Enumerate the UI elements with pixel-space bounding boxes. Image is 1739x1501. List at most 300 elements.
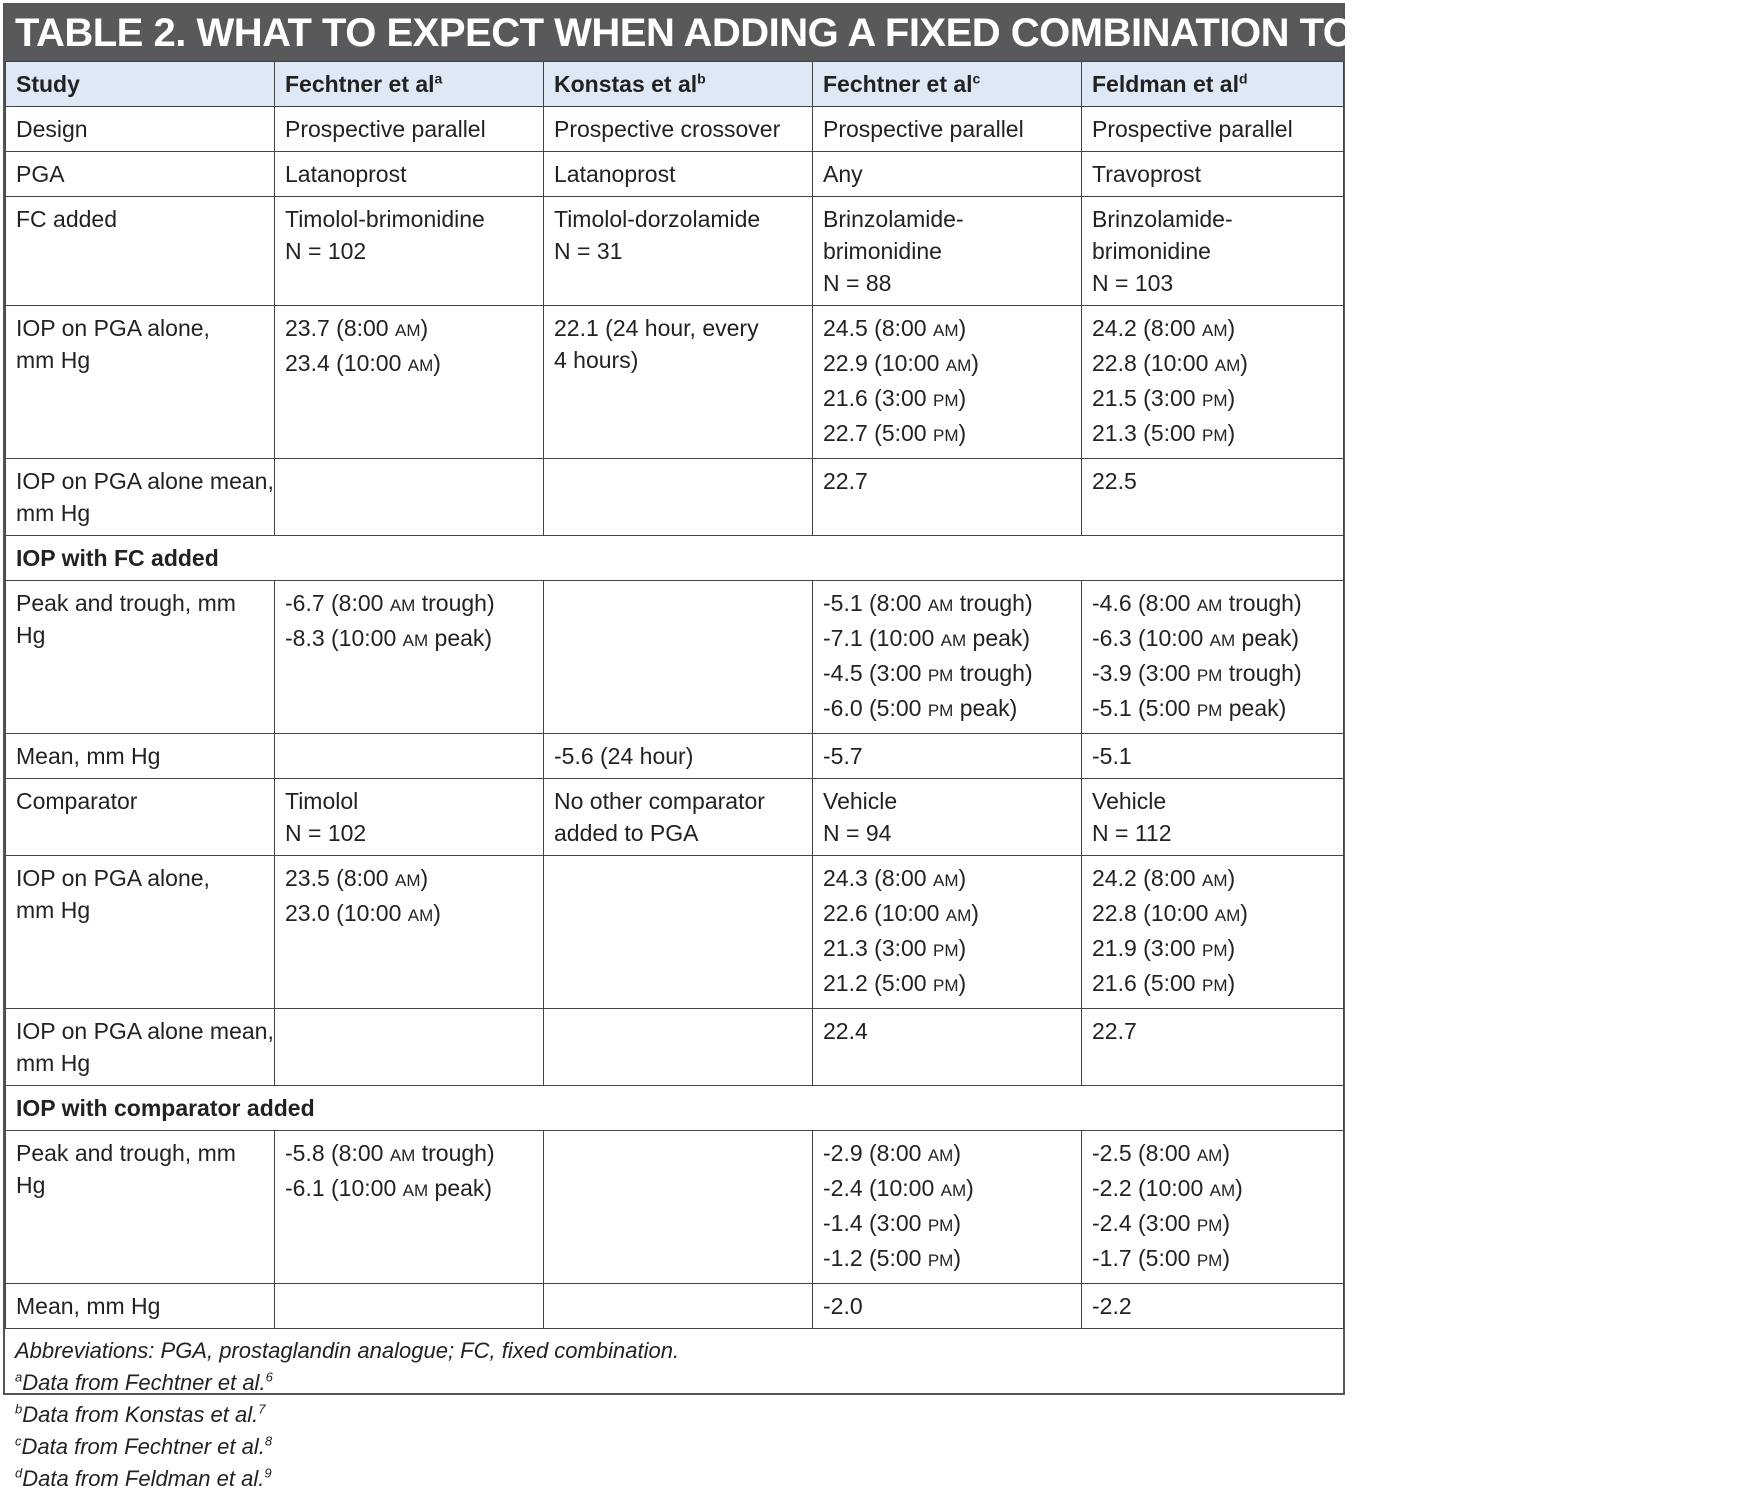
footnote-text: Data from Fechtner et al.: [22, 1370, 266, 1395]
time-period: AM: [389, 1146, 416, 1165]
time-period: AM: [394, 871, 421, 890]
footnote-list: [15, 1367, 1333, 1495]
footnote-ref: 7: [258, 1401, 266, 1417]
cell-line: [1092, 932, 1333, 967]
table-cell: [813, 459, 1082, 536]
cell-line: [823, 862, 1071, 897]
table-cell: [544, 1131, 813, 1284]
table-cell: Any: [813, 152, 1082, 197]
cell-line: [823, 622, 1071, 657]
table-cell: [275, 459, 544, 536]
header-superscript: c: [972, 70, 981, 87]
header-text: Konstas et al: [554, 71, 698, 97]
row-label: [6, 856, 275, 1009]
cell-line: [285, 347, 533, 382]
time-period: PM: [927, 701, 954, 720]
table-cell: [544, 856, 813, 1009]
table-cell: [1082, 459, 1344, 536]
footnote: [15, 1431, 1333, 1463]
cell-line: mm Hg: [16, 897, 91, 923]
time-period: PM: [927, 666, 954, 685]
value-text: -7.1 (10:00: [823, 625, 935, 651]
value-suffix: ): [953, 1140, 962, 1166]
cell-line: IOP on PGA alone,: [16, 315, 210, 341]
cell-line: [1092, 1172, 1333, 1207]
cell-line: added to PGA: [554, 820, 699, 846]
table-cell: -2.0: [813, 1284, 1082, 1329]
table-cell: [1082, 856, 1344, 1009]
cell-line: [1092, 417, 1333, 452]
cell-line: [1092, 347, 1333, 382]
value-suffix: ): [1222, 1245, 1231, 1271]
value-text: 21.5 (3:00: [1092, 385, 1196, 411]
footnote-mark: c: [15, 1433, 22, 1449]
table-title: TABLE 2. WHAT TO EXPECT WHEN ADDING A FIXED COMBINATION TO A PROSTAGLANDIN: [5, 5, 1343, 61]
value-text: -2.2 (10:00: [1092, 1175, 1204, 1201]
value-text: 21.2 (5:00: [823, 970, 927, 996]
header-text: Feldman et al: [1092, 71, 1239, 97]
value-text: 22.7 (5:00: [823, 420, 927, 446]
table-cell: [275, 734, 544, 779]
cell-line: N = 88: [823, 270, 892, 296]
table-cell: [275, 1131, 544, 1284]
cell-line: Timolol-brimonidine: [285, 206, 485, 232]
table-cell: [544, 1284, 813, 1329]
time-period: PM: [932, 941, 959, 960]
cell-line: [823, 932, 1071, 967]
footnote-text: Data from Konstas et al.: [22, 1402, 259, 1427]
table-row: [6, 779, 1344, 856]
cell-line: [1092, 382, 1333, 417]
time-period: PM: [1196, 701, 1223, 720]
table-cell: [275, 306, 544, 459]
cell-line: [285, 1137, 533, 1172]
table-row: [6, 581, 1344, 734]
value-text: 21.3 (3:00: [823, 935, 927, 961]
table-row: [6, 152, 1344, 197]
value-suffix: ): [958, 970, 967, 996]
value-suffix: ): [433, 900, 441, 926]
table-cell: [544, 459, 813, 536]
cell-line: brimonidine: [823, 238, 942, 264]
table-cell: Prospective crossover: [544, 107, 813, 152]
value-text: 22.9 (10:00: [823, 350, 940, 376]
cell-line: [823, 1242, 1071, 1277]
value-suffix: ): [958, 420, 967, 446]
row-label: [6, 779, 275, 856]
value-suffix: peak): [953, 695, 1018, 721]
table-cell: -2.2: [1082, 1284, 1344, 1329]
section-row: [6, 536, 1344, 581]
cell-line: [1092, 862, 1333, 897]
cell-line: [285, 312, 533, 347]
time-period: AM: [407, 356, 434, 375]
value-suffix: ): [958, 865, 967, 891]
cell-line: [823, 692, 1071, 727]
value-text: -5.8 (8:00: [285, 1140, 384, 1166]
cell-line: N = 94: [823, 820, 892, 846]
cell-line: [823, 967, 1071, 1002]
value-text: 23.7 (8:00: [285, 315, 389, 341]
table-cell: [813, 1131, 1082, 1284]
section-heading: IOP with FC added: [6, 536, 1344, 581]
row-label-text: FC added: [16, 206, 118, 232]
section-row: [6, 1086, 1344, 1131]
table-cell: Mean, mm Hg: [6, 734, 275, 779]
value-text: 24.2 (8:00: [1092, 315, 1196, 341]
value-text: 22.1 (24 hour, every: [554, 315, 759, 341]
value-suffix: ): [958, 935, 967, 961]
table-cell: [813, 856, 1082, 1009]
cell-line: [823, 657, 1071, 692]
value-text: -2.9 (8:00: [823, 1140, 922, 1166]
cell-line: N = 112: [1092, 820, 1172, 846]
cell-line: IOP on PGA alone mean,: [16, 468, 274, 494]
time-period: AM: [1209, 631, 1236, 650]
header-row: [6, 62, 1344, 107]
table-cell: [813, 581, 1082, 734]
table-cell: [275, 779, 544, 856]
value-suffix: ): [958, 315, 967, 341]
header-cell: [275, 62, 544, 107]
value-suffix: ): [1240, 350, 1248, 376]
time-period: AM: [407, 906, 434, 925]
value-text: 21.3 (5:00: [1092, 420, 1196, 446]
table-cell: [544, 779, 813, 856]
table-cell: Prospective parallel: [813, 107, 1082, 152]
table-cell: -5.6 (24 hour): [544, 734, 813, 779]
value-text: -2.4 (3:00: [1092, 1210, 1191, 1236]
cell-line: [285, 587, 533, 622]
cell-line: [1092, 657, 1333, 692]
value-text: -1.4 (3:00: [823, 1210, 922, 1236]
time-period: PM: [927, 1216, 954, 1235]
cell-line: [823, 347, 1071, 382]
cell-line: [285, 862, 533, 897]
table-cell: -5.1: [1082, 734, 1344, 779]
table-cell: Travoprost: [1082, 152, 1344, 197]
time-period: PM: [927, 1251, 954, 1270]
value-suffix: ): [1227, 970, 1236, 996]
time-period: AM: [1196, 1146, 1223, 1165]
footnote-mark: d: [15, 1465, 23, 1481]
header-cell: [544, 62, 813, 107]
table-cell: [275, 197, 544, 306]
footnote-text: Data from Feldman et al.: [22, 1466, 265, 1491]
cell-line: [1092, 622, 1333, 657]
footnote-text: Data from Fechtner et al.: [21, 1434, 265, 1459]
header-superscript: b: [697, 70, 706, 87]
cell-line: [1092, 897, 1333, 932]
cell-line: Brinzolamide-: [1092, 206, 1233, 232]
cell-line: IOP on PGA alone,: [16, 865, 210, 891]
table-cell: [275, 1284, 544, 1329]
row-label: [6, 306, 275, 459]
table-row: [6, 107, 1344, 152]
row-label: [6, 581, 275, 734]
value-text: -3.9 (3:00: [1092, 660, 1191, 686]
value-suffix: trough): [953, 660, 1033, 686]
value-text: 23.5 (8:00: [285, 865, 389, 891]
time-period: AM: [940, 631, 967, 650]
value-suffix: ): [433, 350, 441, 376]
cell-line: N = 102: [285, 238, 367, 264]
cell-line: [1092, 1242, 1333, 1277]
time-period: AM: [389, 596, 416, 615]
header-superscript: d: [1238, 70, 1248, 87]
value-text: 24.2 (8:00: [1092, 865, 1196, 891]
time-period: AM: [1196, 596, 1223, 615]
cell-line: [1092, 587, 1333, 622]
time-period: AM: [1201, 871, 1228, 890]
cell-line: mm Hg: [16, 500, 91, 526]
cell-line: [285, 897, 533, 932]
cell-line: [823, 1137, 1071, 1172]
time-period: PM: [1201, 941, 1228, 960]
value-suffix: ): [1222, 1210, 1231, 1236]
footnote-mark: b: [15, 1401, 23, 1417]
value-text: -6.3 (10:00: [1092, 625, 1204, 651]
table-cell: [1082, 1009, 1344, 1086]
table-container: [3, 3, 1739, 1491]
value-suffix: ): [1227, 315, 1236, 341]
cell-line: [554, 312, 802, 344]
value-text: -6.7 (8:00: [285, 590, 384, 616]
time-period: AM: [927, 1146, 954, 1165]
table-cell: [813, 306, 1082, 459]
table-cell: [813, 197, 1082, 306]
table-cell: [544, 306, 813, 459]
table-cell: PGA: [6, 152, 275, 197]
table-cell: Prospective parallel: [1082, 107, 1344, 152]
table-row: [6, 1009, 1344, 1086]
cell-line: [285, 622, 533, 657]
cell-line: [823, 312, 1071, 347]
data-table: [5, 61, 1344, 1329]
cell-line: Timolol: [285, 788, 359, 814]
table-cell: [1082, 779, 1344, 856]
value-suffix: ): [1227, 935, 1236, 961]
value-suffix: ): [420, 865, 429, 891]
time-period: PM: [1196, 1251, 1223, 1270]
value-text: 21.9 (3:00: [1092, 935, 1196, 961]
value-suffix: ): [971, 350, 979, 376]
table-cell: Latanoprost: [544, 152, 813, 197]
header-cell: [813, 62, 1082, 107]
footnote-mark: a: [15, 1369, 23, 1385]
value-text: -2.4 (10:00: [823, 1175, 935, 1201]
table-row: [6, 1131, 1344, 1284]
value-text: -6.1 (10:00: [285, 1175, 397, 1201]
value-suffix: ): [953, 1210, 962, 1236]
table-cell: [275, 856, 544, 1009]
value-suffix: ): [958, 385, 967, 411]
cell-line: [1092, 967, 1333, 1002]
cell-value: 22.7: [823, 468, 868, 494]
cell-line: IOP on PGA alone mean,: [16, 1018, 274, 1044]
time-period: AM: [394, 321, 421, 340]
value-suffix: ): [1235, 1175, 1243, 1201]
cell-line: Vehicle: [1092, 788, 1167, 814]
time-period: PM: [1201, 391, 1228, 410]
time-period: PM: [932, 391, 959, 410]
value-suffix: ): [1222, 1140, 1231, 1166]
value-suffix: ): [420, 315, 429, 341]
value-suffix: ): [1240, 900, 1248, 926]
row-label-text: Comparator: [16, 788, 138, 814]
value-text: 21.6 (3:00: [823, 385, 927, 411]
cell-line: N = 31: [554, 238, 623, 264]
value-text: 22.8 (10:00: [1092, 900, 1209, 926]
footnote-ref: 8: [264, 1433, 273, 1449]
value-suffix: trough): [1222, 590, 1302, 616]
table-cell: [813, 1009, 1082, 1086]
value-suffix: trough): [1222, 660, 1302, 686]
value-suffix: ): [1227, 385, 1236, 411]
value-text: 22.6 (10:00: [823, 900, 940, 926]
value-text: 21.6 (5:00: [1092, 970, 1196, 996]
cell-line: Brinzolamide-: [823, 206, 964, 232]
time-period: AM: [1201, 321, 1228, 340]
time-period: AM: [940, 1181, 967, 1200]
value-suffix: peak): [428, 1175, 493, 1201]
table-cell: [275, 581, 544, 734]
table-cell: [1082, 1131, 1344, 1284]
row-label-text: Peak and trough, mm Hg: [16, 590, 236, 648]
table-row: [6, 197, 1344, 306]
cell-value: 22.5: [1092, 468, 1137, 494]
cell-line: Timolol-dorzolamide: [554, 206, 761, 232]
table-body: [6, 107, 1344, 1329]
time-period: PM: [1196, 666, 1223, 685]
header-cell: [6, 62, 275, 107]
value-text: -6.0 (5:00: [823, 695, 922, 721]
value-text: -5.1 (8:00: [823, 590, 922, 616]
header-text: Fechtner et al: [823, 71, 973, 97]
value-text: 24.3 (8:00: [823, 865, 927, 891]
value-suffix: peak): [1222, 695, 1287, 721]
table-row: [6, 459, 1344, 536]
header-superscript: a: [434, 70, 443, 87]
time-period: AM: [402, 631, 429, 650]
header-text: Fechtner et al: [285, 71, 435, 97]
footnote: [15, 1367, 1333, 1399]
cell-value: 22.4: [823, 1018, 868, 1044]
table-cell: [544, 581, 813, 734]
time-period: AM: [945, 356, 972, 375]
cell-line: N = 102: [285, 820, 367, 846]
time-period: AM: [1214, 356, 1241, 375]
value-text: -4.6 (8:00: [1092, 590, 1191, 616]
value-text: -5.1 (5:00: [1092, 695, 1191, 721]
value-text: -4.5 (3:00: [823, 660, 922, 686]
value-text: -1.7 (5:00: [1092, 1245, 1191, 1271]
table-cell: Design: [6, 107, 275, 152]
section-heading: IOP with comparator added: [6, 1086, 1344, 1131]
table-row: [6, 856, 1344, 1009]
value-text: -2.5 (8:00: [1092, 1140, 1191, 1166]
row-label: [6, 197, 275, 306]
cell-line: [1092, 312, 1333, 347]
value-text: 4 hours): [554, 347, 639, 373]
table-cell: Mean, mm Hg: [6, 1284, 275, 1329]
cell-line: [554, 344, 802, 376]
cell-line: No other comparator: [554, 788, 765, 814]
time-period: AM: [402, 1181, 429, 1200]
cell-line: brimonidine: [1092, 238, 1211, 264]
table-cell: [1082, 581, 1344, 734]
row-label-text: Peak and trough, mm Hg: [16, 1140, 236, 1198]
cell-line: [823, 897, 1071, 932]
value-text: -1.2 (5:00: [823, 1245, 922, 1271]
cell-value: 22.7: [1092, 1018, 1137, 1044]
value-suffix: trough): [415, 1140, 495, 1166]
footnote-ref: 6: [265, 1369, 273, 1385]
abbreviations-note: Abbreviations: PGA, prostaglandin analogue; FC, fixed combination.: [15, 1338, 680, 1363]
cell-line: [1092, 692, 1333, 727]
value-suffix: ): [1227, 420, 1236, 446]
time-period: AM: [945, 906, 972, 925]
cell-line: [285, 1172, 533, 1207]
value-text: -8.3 (10:00: [285, 625, 397, 651]
table-cell: [544, 197, 813, 306]
value-text: 23.4 (10:00: [285, 350, 402, 376]
table-row: [6, 306, 1344, 459]
footnote-ref: 9: [264, 1465, 272, 1481]
value-text: 24.5 (8:00: [823, 315, 927, 341]
cell-line: [1092, 1207, 1333, 1242]
footnote: [15, 1463, 1333, 1495]
cell-line: [823, 382, 1071, 417]
row-label: [6, 1131, 275, 1284]
time-period: AM: [932, 871, 959, 890]
cell-line: [823, 1207, 1071, 1242]
cell-line: [823, 587, 1071, 622]
time-period: AM: [1209, 1181, 1236, 1200]
time-period: AM: [1214, 906, 1241, 925]
cell-line: [823, 1172, 1071, 1207]
time-period: PM: [932, 426, 959, 445]
value-text: 22.8 (10:00: [1092, 350, 1209, 376]
cell-line: [1092, 1137, 1333, 1172]
table-cell: [1082, 306, 1344, 459]
time-period: AM: [932, 321, 959, 340]
header-cell: [1082, 62, 1344, 107]
table-cell: [544, 1009, 813, 1086]
value-suffix: ): [1227, 865, 1236, 891]
table-cell: [813, 779, 1082, 856]
value-suffix: ): [971, 900, 979, 926]
time-period: PM: [1201, 426, 1228, 445]
value-suffix: ): [953, 1245, 962, 1271]
cell-line: N = 103: [1092, 270, 1174, 296]
value-suffix: ): [966, 1175, 974, 1201]
value-text: 23.0 (10:00: [285, 900, 402, 926]
footnote: [15, 1399, 1333, 1431]
time-period: PM: [1196, 1216, 1223, 1235]
cell-line: mm Hg: [16, 347, 91, 373]
table-cell: -5.7: [813, 734, 1082, 779]
table-cell: Latanoprost: [275, 152, 544, 197]
time-period: PM: [1201, 976, 1228, 995]
table-cell: Prospective parallel: [275, 107, 544, 152]
cell-line: [823, 417, 1071, 452]
row-label: [6, 1009, 275, 1086]
value-suffix: trough): [415, 590, 495, 616]
time-period: PM: [932, 976, 959, 995]
value-suffix: peak): [1235, 625, 1300, 651]
table-row: [6, 734, 1344, 779]
